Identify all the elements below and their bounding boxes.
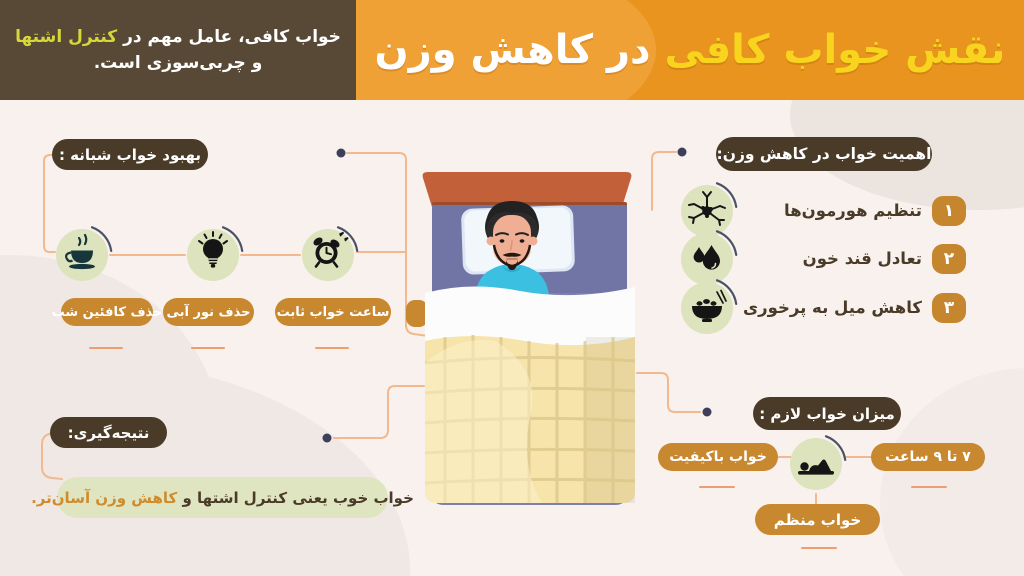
- connector-bed-importance: [652, 152, 676, 210]
- pill-regular-sleep-text: خواب منظم: [773, 510, 862, 529]
- tagline-line2: و چربی‌سوزی است.: [93, 53, 263, 73]
- bed-illustration-svg: [390, 165, 650, 515]
- pill-remove-caffeine: [51, 298, 163, 326]
- pill-remove-bluelight-text: حذف نور آبی: [166, 304, 251, 320]
- pill-7-to-9-hours-text: ۷ تا ۹ ساعت: [885, 449, 971, 465]
- page-title: [375, 27, 1006, 73]
- title-accent: نقش خواب کافی: [664, 27, 1006, 73]
- importance-item-1: تنظیم هورمون‌ها: [784, 201, 922, 220]
- pill-remove-bluelight: [163, 298, 254, 326]
- sleeping-person-icon: [785, 433, 847, 495]
- blanket: [425, 335, 635, 503]
- conclusion-text: خواب خوب یعنی کنترل اشتها و: [182, 488, 414, 507]
- pill-fixed-sleep-time: [275, 298, 391, 326]
- tagline-accent: کنترل اشتها: [15, 27, 118, 47]
- importance-item-2: تعادل قند خون: [802, 249, 922, 268]
- sleep-amount-label: [753, 397, 901, 430]
- conclusion-label: [50, 417, 167, 448]
- dot-right-top: [678, 148, 687, 157]
- importance-label: [716, 137, 932, 171]
- dot-right-bottom: [703, 408, 712, 417]
- pill-regular-sleep: [755, 504, 880, 535]
- title-rest: در کاهش وزن: [374, 27, 651, 73]
- tagline-line1-white: خواب کافی، عامل مهم در: [123, 27, 341, 47]
- pill-quality-sleep: [658, 443, 778, 471]
- importance-item-3: کاهش میل به پرخوری: [743, 298, 922, 317]
- improve-sleep-label: [52, 139, 208, 170]
- conclusion-box: [31, 477, 414, 518]
- sleeping-man-illustration: [390, 165, 650, 519]
- pill-remove-caffeine-text: حذف کافئین شب: [51, 304, 163, 320]
- number-2-text: ۲: [943, 249, 955, 269]
- headboard: [423, 172, 632, 207]
- importance-label-text: اهمیت خواب در کاهش وزن:: [716, 145, 932, 163]
- importance-number-3: [932, 293, 966, 323]
- sleep-amount-label-text: میزان خواب لازم :: [759, 404, 895, 423]
- importance-number-1: [932, 196, 966, 226]
- pill-7-to-9-hours: [871, 443, 985, 471]
- dot-left: [337, 149, 346, 158]
- light-bulb-icon: [182, 224, 244, 286]
- header-tagline-panel: [0, 0, 356, 100]
- food-bowl-icon: [676, 277, 738, 339]
- alarm-clock-icon: [297, 224, 359, 286]
- number-3-text: ۳: [943, 298, 955, 318]
- pill-quality-sleep-text: خواب باکیفیت: [669, 449, 767, 465]
- pill-fixed-sleep-time-text: ساعت خواب ثابت: [276, 304, 390, 320]
- conclusion-label-text: نتیجه‌گیری:: [67, 423, 150, 442]
- dot-left-bottom: [323, 434, 332, 443]
- importance-number-2: [932, 244, 966, 274]
- improve-sleep-label-text: بهبود خواب شبانه :: [58, 145, 202, 164]
- coffee-cup-icon: [51, 224, 113, 286]
- eye-right: [520, 239, 525, 242]
- number-1-text: ۱: [943, 201, 955, 221]
- header-title-panel: [356, 0, 1024, 100]
- conclusion-text-accent: کاهش وزن آسان‌تر.: [31, 488, 178, 507]
- eye-left: [500, 239, 505, 242]
- tagline-text: [15, 24, 341, 76]
